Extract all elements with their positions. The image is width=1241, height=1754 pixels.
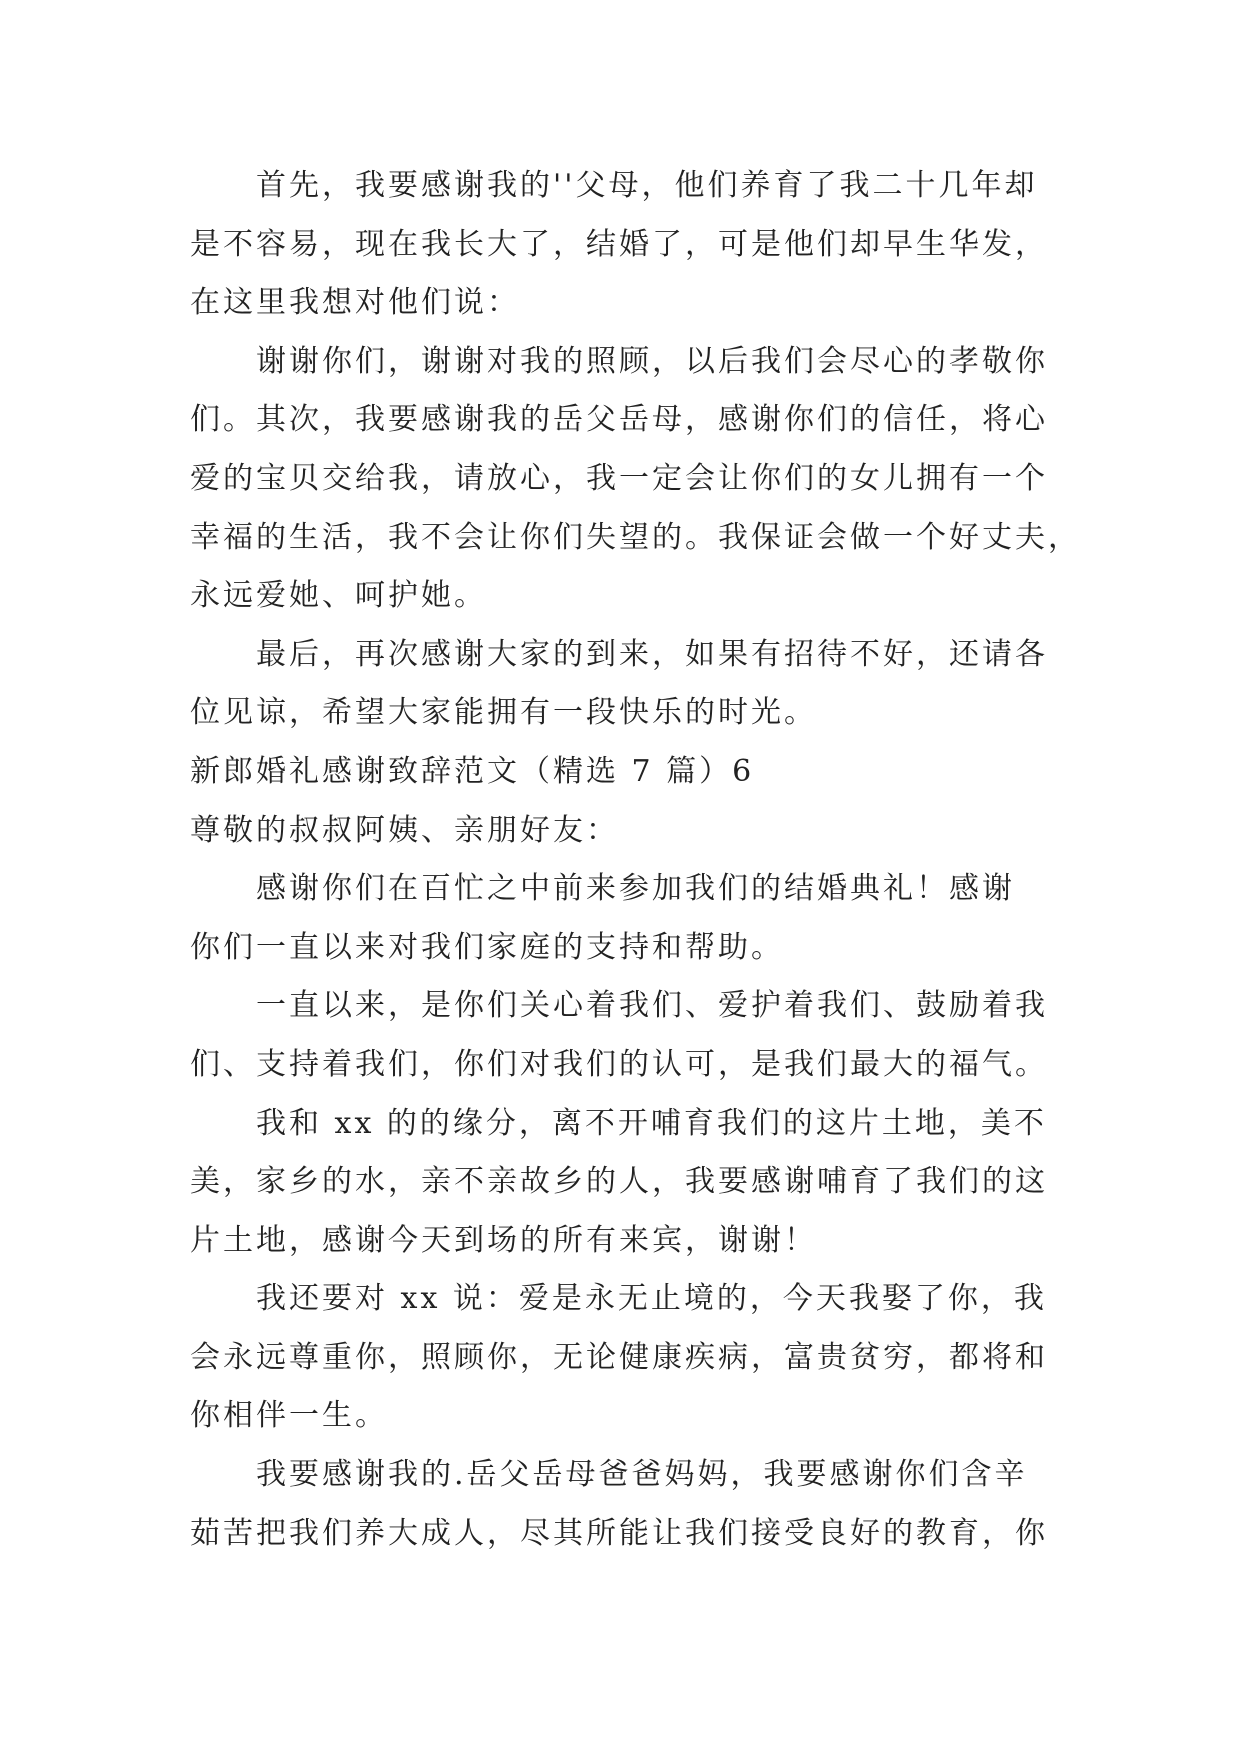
text-line: 片土地，感谢今天到场的所有来宾，谢谢！ <box>190 1222 817 1258</box>
paragraph-thank-attendance <box>190 860 1050 977</box>
text-line: 会永远尊重你，照顾你，无论健康疾病，富贵贫穷，都将和 <box>190 1339 1048 1375</box>
paragraph-support <box>190 977 1050 1094</box>
paragraph-thank-parents <box>190 157 1050 333</box>
text-line: 位见谅，希望大家能拥有一段快乐的时光。 <box>190 695 817 731</box>
text-line: 首先，我要感谢我的''父母，他们养育了我二十几年却 <box>256 168 1038 203</box>
text-line: 们、支持着我们，你们对我们的认可，是我们最大的福气。 <box>190 1046 1048 1082</box>
text-line: 尊敬的叔叔阿姨、亲朋好友： <box>190 812 619 848</box>
text-line: 爱的宝贝交给我，请放心，我一定会让你们的女儿拥有一个 <box>190 460 1048 496</box>
paragraph-closing-thanks <box>190 626 1050 743</box>
text-line: 谢谢你们，谢谢对我的照顾，以后我们会尽心的孝敬你 <box>256 343 1048 379</box>
text-line: 感谢你们在百忙之中前来参加我们的结婚典礼！感谢 <box>256 871 1015 907</box>
text-line: 最后，再次感谢大家的到来，如果有招待不好，还请各 <box>256 636 1048 672</box>
text-line: 永远爱她、呵护她。 <box>190 578 487 614</box>
text-line: 我要感谢我的.岳父岳母爸爸妈妈，我要感谢你们含辛 <box>256 1457 1028 1493</box>
text-line: 幸福的生活，我不会让你们失望的。我保证会做一个好丈夫， <box>190 519 1081 555</box>
paragraph-hometown <box>190 1095 1050 1271</box>
salutation <box>190 802 1050 861</box>
text-line: 茹苦把我们养大成人，尽其所能让我们接受良好的教育，你 <box>190 1515 1048 1551</box>
text-line: 们。其次，我要感谢我的岳父岳母，感谢你们的信任，将心 <box>190 402 1048 438</box>
text-line: 新郎婚礼感谢致辞范文（精选 7 篇）6 <box>190 753 755 789</box>
text-line: 我和 xx 的的缘分，离不开哺育我们的这片土地，美不 <box>256 1105 1047 1141</box>
text-line: 美，家乡的水，亲不亲故乡的人，我要感谢哺育了我们的这 <box>190 1164 1048 1200</box>
text-line: 你相伴一生。 <box>190 1398 388 1434</box>
paragraph-vow <box>190 1270 1050 1446</box>
document-body <box>190 157 1081 1563</box>
section-heading <box>190 743 1050 802</box>
text-line: 我还要对 xx 说：爱是永无止境的，今天我娶了你，我 <box>256 1281 1047 1317</box>
paragraph-thank-parents-in-law <box>190 1446 1050 1563</box>
text-line: 你们一直以来对我们家庭的支持和帮助。 <box>190 929 784 965</box>
text-line: 在这里我想对他们说： <box>190 285 520 321</box>
text-line: 一直以来，是你们关心着我们、爱护着我们、鼓励着我 <box>256 988 1048 1024</box>
text-line: 是不容易，现在我长大了，结婚了，可是他们却早生华发， <box>190 226 1048 262</box>
paragraph-thank-in-laws <box>190 333 1081 626</box>
